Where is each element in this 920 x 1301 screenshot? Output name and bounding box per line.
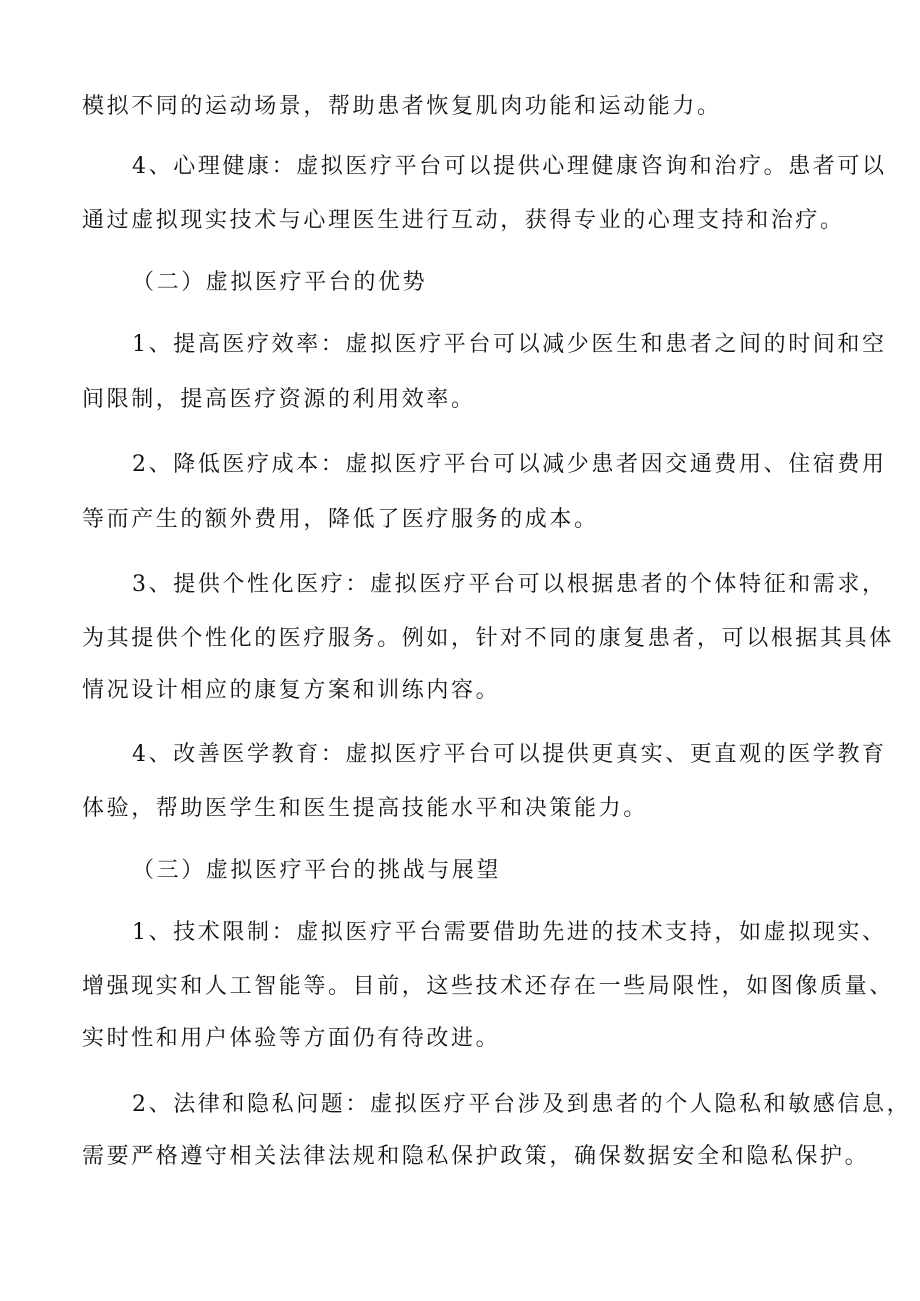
paragraph-line: 间限制，提高医疗资源的利用效率。 [82,387,476,412]
paragraph-line: 模拟不同的运动场景，帮助患者恢复肌肉功能和运动能力。 [82,94,722,119]
paragraph-line: 为其提供个性化的医疗服务。例如，针对不同的康复患者，可以根据其具体 [82,626,894,651]
paragraph-line: 通过虚拟现实技术与心理医生进行互动，获得专业的心理支持和治疗。 [82,208,845,233]
section-heading: （二）虚拟医疗平台的优势 [132,270,428,295]
paragraph-line: 2、法律和隐私问题：虚拟医疗平台涉及到患者的个人隐私和敏感信息， [132,1092,912,1117]
paragraph-line: 等而产生的额外费用，降低了医疗服务的成本。 [82,507,599,532]
paragraph-line: 4、改善医学教育：虚拟医疗平台可以提供更真实、更直观的医学教育 [132,742,887,767]
paragraph-line: 实时性和用户体验等方面仍有待改进。 [82,1026,501,1051]
paragraph-line: 增强现实和人工智能等。目前，这些技术还存在一些局限性，如图像质量、 [82,974,894,999]
section-heading: （三）虚拟医疗平台的挑战与展望 [132,858,502,883]
paragraph-line: 3、提供个性化医疗：虚拟医疗平台可以根据患者的个体特征和需求， [132,572,887,597]
paragraph-line: 体验，帮助医学生和医生提高技能水平和决策能力。 [82,796,648,821]
paragraph-line: 4、心理健康：虚拟医疗平台可以提供心理健康咨询和治疗。患者可以 [132,154,887,179]
paragraph-line: 2、降低医疗成本：虚拟医疗平台可以减少患者因交通费用、住宿费用 [132,452,887,477]
paragraph-line: 需要严格遵守相关法律法规和隐私保护政策，确保数据安全和隐私保护。 [82,1144,870,1169]
paragraph-line: 情况设计相应的康复方案和训练内容。 [82,678,501,703]
paragraph-line: 1、提高医疗效率：虚拟医疗平台可以减少医生和患者之间的时间和空 [132,332,887,357]
paragraph-line: 1、技术限制：虚拟医疗平台需要借助先进的技术支持，如虚拟现实、 [132,920,887,945]
